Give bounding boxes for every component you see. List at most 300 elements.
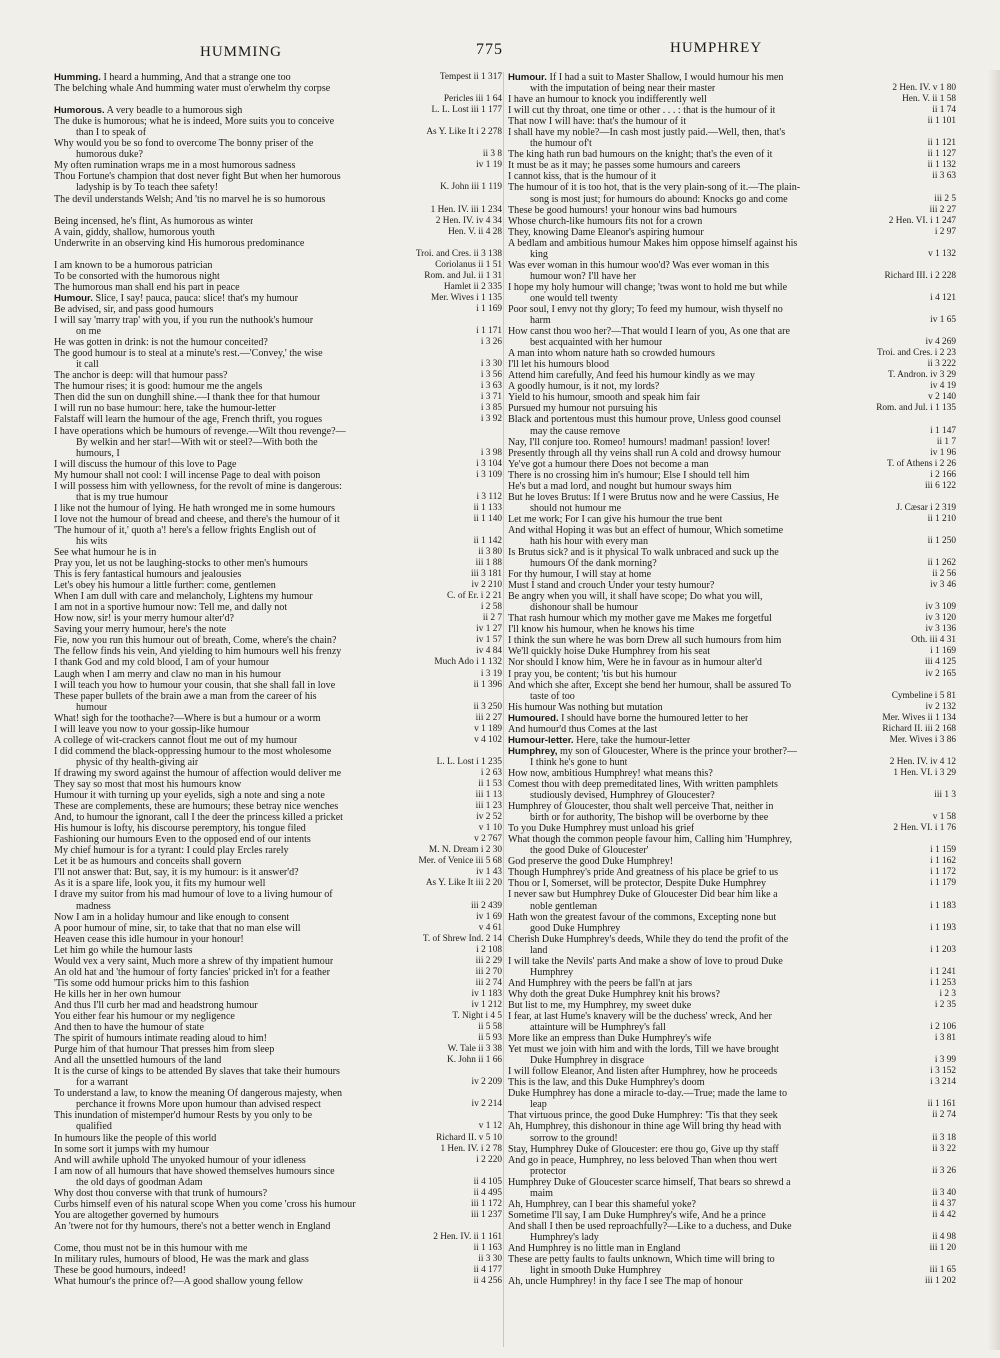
concordance-line	[54, 746, 502, 757]
play-reference: v 1 189	[474, 723, 502, 734]
quotation-body: my son of Gloucester, Where is the prince your brother?—	[559, 745, 798, 757]
play-reference: ii 4 98	[932, 1231, 956, 1242]
concordance-line	[508, 105, 956, 116]
headword: Humphrey,	[508, 745, 558, 757]
quotation-text: Ah, Humphrey, this dishonour in thine age Will bring thy head with	[508, 1121, 782, 1133]
concordance-line	[54, 680, 502, 691]
quotation-text: Was ever woman in this humour woo'd? Was ever woman in this	[508, 259, 769, 271]
concordance-line	[54, 1000, 502, 1011]
concordance-line	[508, 194, 956, 205]
concordance-line	[508, 83, 956, 94]
quotation-text: These are complements, these are humours; these betray nice wenches	[54, 801, 339, 813]
concordance-line	[508, 282, 956, 293]
quotation-text: This inundation of mistemper'd humour Rests by you only to be	[54, 1110, 313, 1122]
concordance-line	[508, 967, 956, 978]
headword: Humour-letter.	[508, 734, 574, 746]
quotation-text	[54, 72, 291, 83]
quotation-text: How now, sir! is your merry humour alter'd?	[54, 613, 235, 625]
concordance-line	[54, 856, 502, 867]
quotation-text: And which she after, Except she bend her humour, shall be assured To	[508, 679, 792, 691]
concordance-line	[508, 923, 956, 934]
concordance-line	[508, 359, 956, 370]
quotation-text: I am known to be a humorous patrician	[54, 259, 213, 271]
play-reference: 2 Hen. VI. i 1 247	[888, 215, 956, 226]
concordance-line	[54, 1099, 502, 1110]
concordance-line	[54, 1254, 502, 1265]
concordance-line	[508, 1199, 956, 1210]
concordance-line	[54, 1155, 502, 1166]
concordance-line	[54, 613, 502, 624]
concordance-line	[54, 370, 502, 381]
play-reference: ii 1 101	[927, 116, 956, 127]
play-reference: Richard II. iii 2 168	[882, 723, 956, 734]
play-reference: iv 1 212	[471, 999, 502, 1010]
quotation-text: I'll not answer that: But, say, it is my humour: is it answer'd?	[54, 867, 299, 879]
quotation-text: That virtuous prince, the good Duke Humphrey: 'Tis that they seek	[508, 1110, 778, 1122]
play-reference: i 2 58	[480, 602, 502, 613]
play-reference: T. Night i 4 5	[452, 1010, 502, 1021]
play-reference: ii 1 127	[927, 149, 956, 160]
quotation-text: We'll quickly hoise Duke Humphrey from his seat	[508, 646, 710, 658]
play-reference: iii 2 439	[471, 900, 502, 911]
quotation-text: the good Duke of Gloucester'	[530, 845, 649, 857]
quotation-text: A bedlam and ambitious humour Makes him oppose himself against his	[508, 237, 798, 249]
concordance-line	[508, 901, 956, 912]
quotation-text: hath his hour with every man	[530, 535, 649, 547]
quotation-text: In humours like the people of this world	[54, 1132, 217, 1144]
concordance-line	[54, 591, 502, 602]
concordance-line	[54, 967, 502, 978]
play-reference: 1 Hen. IV. i 2 78	[440, 1143, 502, 1154]
concordance-line	[54, 437, 502, 448]
play-reference: i 1 159	[930, 845, 956, 856]
quotation-text: Cherish Duke Humphrey's deeds, While they do tend the profit of the	[508, 933, 789, 945]
headword: Humorous.	[54, 105, 105, 117]
quotation-text: I will run no base humour: here, take the humour-letter	[54, 403, 276, 415]
right-column	[508, 72, 956, 1287]
concordance-line	[54, 83, 502, 94]
play-reference: ii 1 161	[927, 1099, 956, 1110]
concordance-line	[508, 503, 956, 514]
header-right-headword: HUMPHREY	[670, 40, 763, 56]
play-reference: Hamlet ii 2 335	[443, 281, 502, 292]
concordance-line	[508, 260, 956, 271]
concordance-line	[54, 282, 502, 293]
concordance-line	[54, 448, 502, 459]
quotation-text: I'll know his humour, when he knows his time	[508, 624, 695, 636]
play-reference: Rom. and Jul. ii 1 31	[424, 270, 502, 281]
quotation-text: than I to speak of	[76, 127, 147, 139]
concordance-line	[54, 790, 502, 801]
concordance-line	[54, 105, 502, 116]
concordance-line	[54, 547, 502, 558]
concordance-line	[508, 790, 956, 801]
quotation-text: What! sigh for the toothache?—Where is but a humour or a worm	[54, 712, 321, 724]
concordance-line	[508, 448, 956, 459]
concordance-line	[54, 271, 502, 282]
concordance-line	[508, 1088, 956, 1099]
concordance-line	[508, 304, 956, 315]
concordance-line	[508, 492, 956, 503]
play-reference: i 3 152	[930, 1066, 956, 1077]
quotation-text: physic of thy health-giving air	[76, 756, 199, 768]
play-reference: i 3 63	[480, 381, 502, 392]
play-reference: ii 4 495	[473, 1187, 502, 1198]
quotation-text: In military rules, humours of blood, He was the mark and glass	[54, 1254, 309, 1266]
play-reference: iii 1 237	[471, 1209, 502, 1220]
play-reference: Tempest ii 1 317	[439, 72, 502, 82]
quotation-text: Presently through all thy veins shall run A cold and drowsy humour	[508, 447, 781, 459]
play-reference: iii 1 23	[475, 801, 502, 812]
quotation-text: Pursued my humour not pursuing his	[508, 403, 658, 415]
play-reference: Oth. iii 4 31	[911, 635, 956, 646]
concordance-line	[508, 1044, 956, 1055]
concordance-line	[508, 746, 956, 757]
play-reference: ii 3 80	[478, 547, 502, 558]
quotation-text: 'The humour of it,' quoth a'! here's a fellow frights English out of	[54, 524, 317, 536]
quotation-text: This is the law, and this Duke Humphrey's doom	[508, 1077, 705, 1089]
quotation-text: song is most just; for humours do abound: Knocks go and come	[530, 193, 788, 205]
concordance-line	[54, 558, 502, 569]
play-reference: ii 1 250	[927, 535, 956, 546]
quotation-text: And all the unsettled humours of the land	[54, 1055, 222, 1067]
quotation-text: And shall I then be used reproachfully?—Like to a duchess, and Duke	[508, 1220, 792, 1232]
concordance-line	[508, 94, 956, 105]
concordance-line	[508, 149, 956, 160]
concordance-line	[508, 271, 956, 282]
quotation-text: Stay, Humphrey Duke of Gloucester: ere thou go, Give up thy staff	[508, 1143, 779, 1155]
play-reference: i 3 26	[480, 337, 502, 348]
play-reference: i 1 169	[476, 303, 502, 314]
quotation-text: A vain, giddy, shallow, humorous youth	[54, 226, 215, 238]
concordance-line	[508, 116, 956, 127]
concordance-line	[508, 646, 956, 657]
quotation-text: I will leave you now to your gossip-like humour	[54, 723, 250, 735]
concordance-line	[54, 116, 502, 127]
quotation-text: perchance it frowns More upon humour than advised respect	[76, 1099, 321, 1111]
play-reference: i 1 171	[476, 326, 502, 337]
quotation-text: maim	[530, 1187, 553, 1199]
quotation-text: The devil understands Welsh; And 'tis no marvel he is so humorous	[54, 193, 326, 205]
quotation-text: His humour is lofty, his discourse peremptory, his tongue filed	[54, 823, 306, 835]
play-reference: ii 3 18	[932, 1132, 956, 1143]
concordance-line	[54, 1276, 502, 1287]
play-reference: iv 1 65	[930, 315, 956, 326]
concordance-line	[508, 171, 956, 182]
concordance-line	[54, 934, 502, 945]
quotation-text: I shall have my noble?—In cash most justly paid.—Well, then, that's	[508, 127, 786, 139]
play-reference: i 1 253	[930, 977, 956, 988]
quotation-text	[508, 735, 690, 746]
quotation-text: Heaven cease this idle humour in your honour!	[54, 933, 244, 945]
concordance-line	[54, 470, 502, 481]
quotation-text: Must I stand and crouch Under your testy humour?	[508, 580, 715, 592]
quotation-text: A poor humour of mine, sir, to take that that no man else will	[54, 922, 301, 934]
play-reference: v 2 140	[928, 392, 956, 403]
concordance-line	[54, 381, 502, 392]
play-reference: ii 4 42	[932, 1209, 956, 1220]
play-reference: i 1 162	[930, 856, 956, 867]
quotation-text: These are petty faults to faults unknown, Which time will bring to	[508, 1254, 775, 1266]
concordance-line	[508, 348, 956, 359]
quotation-text: harm	[530, 315, 551, 327]
concordance-line	[508, 591, 956, 602]
play-reference: i 3 85	[480, 403, 502, 414]
play-reference: v 1 58	[932, 812, 956, 823]
quotation-text: attainture will be Humphrey's fall	[530, 1022, 666, 1034]
play-reference: i 1 183	[930, 900, 956, 911]
concordance-line	[508, 845, 956, 856]
quotation-text: A college of wit-crackers cannot flout me out of my humour	[54, 734, 298, 746]
concordance-line	[508, 1055, 956, 1066]
concordance-line	[54, 216, 502, 227]
concordance-line	[508, 713, 956, 724]
play-reference: T. Andron. iv 3 29	[887, 370, 956, 381]
quotation-text: I'll let his humours blood	[508, 359, 610, 371]
concordance-line	[508, 160, 956, 171]
concordance-line	[508, 768, 956, 779]
concordance-line	[508, 624, 956, 635]
play-reference: Coriolanus ii 1 51	[435, 259, 502, 270]
headword: Humour.	[54, 292, 93, 304]
play-reference: W. Tale ii 3 38	[447, 1044, 502, 1055]
quotation-text: But list to me, my Humphrey, my sweet duke	[508, 999, 692, 1011]
quotation-text: More like an empress than Duke Humphrey's wife	[508, 1033, 712, 1045]
concordance-line	[54, 1133, 502, 1144]
header-left-headword: HUMMING	[200, 44, 282, 60]
concordance-line	[508, 459, 956, 470]
concordance-line	[54, 867, 502, 878]
concordance-line	[54, 182, 502, 193]
play-reference: iv 3 136	[925, 624, 956, 635]
play-reference: iv 2 209	[471, 1077, 502, 1088]
concordance-line	[508, 1099, 956, 1110]
concordance-line	[54, 691, 502, 702]
quotation-text: I love not the humour of bread and cheese, and there's the humour of it	[54, 513, 340, 525]
concordance-line	[54, 834, 502, 845]
play-reference: iii 2 27	[475, 712, 502, 723]
play-reference: 2 Hen. IV. iv 4 34	[435, 215, 502, 226]
concordance-line	[508, 426, 956, 437]
quotation-text: An old hat and 'the humour of forty fancies' pricked in't for a feather	[54, 966, 330, 978]
play-reference: M. N. Dream i 2 30	[428, 845, 502, 856]
play-reference: iv 1 69	[476, 911, 502, 922]
quotation-text: The duke is humorous; what he is indeed, More suits you to conceive	[54, 116, 335, 128]
concordance-line	[508, 834, 956, 845]
play-reference: Troi. and Cres. i 2 23	[877, 348, 956, 359]
quotation-text: See what humour he is in	[54, 547, 157, 559]
play-reference: Hen. V. ii 4 28	[448, 226, 502, 237]
play-reference: i 3 104	[476, 458, 502, 469]
play-reference: iii 4 125	[925, 657, 956, 668]
play-reference: i 3 19	[480, 668, 502, 679]
play-reference: iv 2 210	[471, 580, 502, 591]
concordance-line	[54, 1243, 502, 1254]
concordance-line	[54, 403, 502, 414]
play-reference: K. John ii 1 66	[446, 1055, 502, 1066]
play-reference: iii 6 122	[925, 480, 956, 491]
play-reference: i 2 3	[939, 988, 956, 999]
quotation-text: Duke Humphrey in disgrace	[530, 1055, 645, 1067]
play-reference: iv 3 109	[925, 602, 956, 613]
concordance-line	[508, 823, 956, 834]
quotation-text: I cannot kiss, that is the humour of it	[508, 171, 657, 183]
concordance-line	[54, 779, 502, 790]
play-reference: v 1 10	[478, 823, 502, 834]
play-reference: iv 4 269	[925, 337, 956, 348]
quotation-text: Why would you be so fond to overcome The bonny priser of the	[54, 138, 314, 150]
play-reference: iv 1 96	[930, 447, 956, 458]
quotation-body: A very beadle to a humorous sigh	[106, 105, 243, 117]
quotation-text: They, knowing Dame Eleanor's aspiring humour	[508, 226, 704, 238]
quotation-text: best acquainted with her humour	[530, 337, 663, 349]
quotation-text: light in smooth Duke Humphrey	[530, 1265, 662, 1277]
quotation-text: I will follow Eleanor, And listen after Humphrey, how he proceeds	[508, 1066, 778, 1078]
quotation-text: Humphrey's lady	[530, 1231, 599, 1243]
play-reference: Mer. of Venice iii 5 68	[418, 856, 502, 867]
headword: Humoured.	[508, 712, 559, 724]
play-reference: C. of Er. i 2 21	[446, 591, 502, 602]
play-reference: iv 2 52	[476, 812, 502, 823]
headword: Humour.	[508, 72, 547, 83]
quotation-text: It is the curse of kings to be attended By slaves that take their humours	[54, 1066, 340, 1078]
play-reference: 1 Hen. IV. iii 1 234	[430, 204, 502, 215]
play-reference: L. L. Lost i 1 235	[436, 756, 502, 767]
concordance-line	[54, 414, 502, 425]
quotation-text: Laugh when I am merry and claw no man in his humour	[54, 668, 282, 680]
quotation-text: What though the common people favour him, Calling him 'Humphrey,	[508, 834, 793, 846]
play-reference: ii 1 53	[478, 779, 502, 789]
concordance-line	[508, 470, 956, 481]
quotation-text: I drave my suitor from his mad humour of love to a living humour of	[54, 889, 333, 901]
concordance-line	[54, 669, 502, 680]
concordance-line	[54, 1221, 502, 1232]
concordance-line	[54, 194, 502, 205]
play-reference: ii 1 163	[473, 1242, 502, 1253]
concordance-line	[54, 149, 502, 160]
concordance-line	[54, 801, 502, 812]
play-reference: ii 1 262	[927, 558, 956, 569]
quotation-text: I hope my holy humour will change; 'twas wont to hold me but while	[508, 281, 788, 293]
concordance-line	[54, 580, 502, 591]
quotation-text: Then did the sun on dunghill shine.—I thank thee for that humour	[54, 392, 321, 404]
concordance-line	[54, 315, 502, 326]
quotation-text: Duke Humphrey has done a miracle to-day.—True; made the lame to	[508, 1088, 787, 1100]
play-reference: 2 Hen. IV. v 1 80	[892, 83, 956, 94]
play-reference: ii 3 30	[478, 1254, 502, 1265]
quotation-text: Yield to his humour, smooth and speak him fair	[508, 392, 701, 404]
concordance-line	[54, 812, 502, 823]
quotation-text: These paper bullets of the brain awe a man from the career of his	[54, 690, 317, 702]
quotation-text: Let him go while the humour lasts	[54, 944, 193, 956]
quotation-text: for a warrant	[76, 1077, 129, 1089]
concordance-line	[54, 514, 502, 525]
concordance-line	[508, 680, 956, 691]
quotation-text: Whose church-like humours fits not for a crown	[508, 215, 703, 227]
concordance-line	[508, 315, 956, 326]
quotation-text: If drawing my sword against the humour of affection would deliver me	[54, 767, 342, 779]
quotation-text: humours, I	[76, 447, 120, 459]
concordance-line	[508, 1022, 956, 1033]
quotation-text: By welkin and her star!—With wit or steel?—With both the	[76, 436, 318, 448]
concordance-line	[54, 602, 502, 613]
quotation-text: You either fear his humour or my negligence	[54, 1010, 235, 1022]
play-reference: ii 3 63	[932, 171, 956, 182]
quotation-text: The fellow finds his vein, And yielding to him humours well his frenzy	[54, 646, 342, 658]
play-reference: ii 3 22	[932, 1143, 956, 1154]
concordance-line	[508, 326, 956, 337]
quotation-text: Humphrey Duke of Gloucester scarce himself, That bears so shrewd a	[508, 1176, 791, 1188]
concordance-line	[54, 912, 502, 923]
concordance-line	[54, 492, 502, 503]
quotation-text: Underwrite in an observing kind His humorous predominance	[54, 237, 305, 249]
quotation-text: Humour it with turning up your eyelids, sigh a note and sing a note	[54, 790, 325, 802]
quotation-text: Curbs himself even of his natural scope When you come 'cross his humour	[54, 1198, 356, 1210]
concordance-line	[54, 459, 502, 470]
quotation-text: Being incensed, he's flint, As humorous as winter	[54, 215, 254, 227]
play-reference: i 2 166	[930, 469, 956, 480]
quotation-text: These be good humours! your honour wins bad humours	[508, 204, 737, 216]
concordance-line	[54, 978, 502, 989]
concordance-line	[508, 1265, 956, 1276]
quotation-text: Come, thou must not be in this humour with me	[54, 1242, 248, 1254]
concordance-line	[508, 249, 956, 260]
concordance-line	[54, 72, 502, 83]
play-reference: Mer. Wives ii 1 134	[882, 712, 956, 723]
play-reference: ii 5 58	[478, 1022, 502, 1033]
play-reference: ii 2 74	[932, 1110, 956, 1121]
concordance-line	[508, 956, 956, 967]
quotation-text: It must be as it may; he passes some humours and careers	[508, 160, 741, 172]
quotation-text: dishonour shall be humour	[530, 602, 638, 614]
quotation-text	[508, 72, 783, 83]
quotation-text: Purge him of that humour That presses him from sleep	[54, 1044, 275, 1056]
concordance-line	[54, 205, 502, 216]
quotation-text: good Duke Humphrey	[530, 922, 621, 934]
quotation-text: humour	[76, 701, 108, 713]
concordance-line	[54, 293, 502, 304]
play-reference: iii 2 70	[475, 966, 502, 977]
play-reference: i 3 92	[480, 414, 502, 425]
concordance-line	[508, 216, 956, 227]
concordance-line	[54, 1110, 502, 1121]
concordance-line	[508, 1011, 956, 1022]
quotation-text: one would tell twenty	[530, 292, 618, 304]
concordance-line	[54, 1066, 502, 1077]
play-reference: i 3 112	[476, 491, 502, 502]
concordance-line	[508, 337, 956, 348]
play-reference: ii 1 121	[927, 138, 956, 149]
concordance-line	[508, 392, 956, 403]
concordance-line	[508, 1221, 956, 1232]
concordance-line	[508, 1254, 956, 1265]
play-reference: v 4 102	[474, 734, 502, 745]
quotation-text: And go in peace, Humphrey, no less beloved Than when thou wert	[508, 1154, 778, 1166]
quotation-text: I think the sun where he was born Drew all such humours from him	[508, 635, 782, 647]
quotation-text: qualified	[76, 1121, 112, 1133]
concordance-line	[508, 724, 956, 735]
play-reference: ii 3 222	[927, 359, 956, 370]
play-reference: iv 2 132	[925, 701, 956, 712]
quotation-text: I will discuss the humour of this love to Page	[54, 458, 237, 470]
quotation-text: humour won? I'll have her	[530, 270, 637, 282]
quotation-text: They say so most that most his humours know	[54, 779, 242, 790]
concordance-line	[54, 735, 502, 746]
quotation-text: Ah, Humphrey, can I bear this shameful yoke?	[508, 1198, 696, 1210]
concordance-line	[508, 635, 956, 646]
quotation-text: A man into whom nature hath so crowded humours	[508, 348, 715, 360]
quotation-text: And humour'd thus Comes at the last	[508, 723, 658, 735]
